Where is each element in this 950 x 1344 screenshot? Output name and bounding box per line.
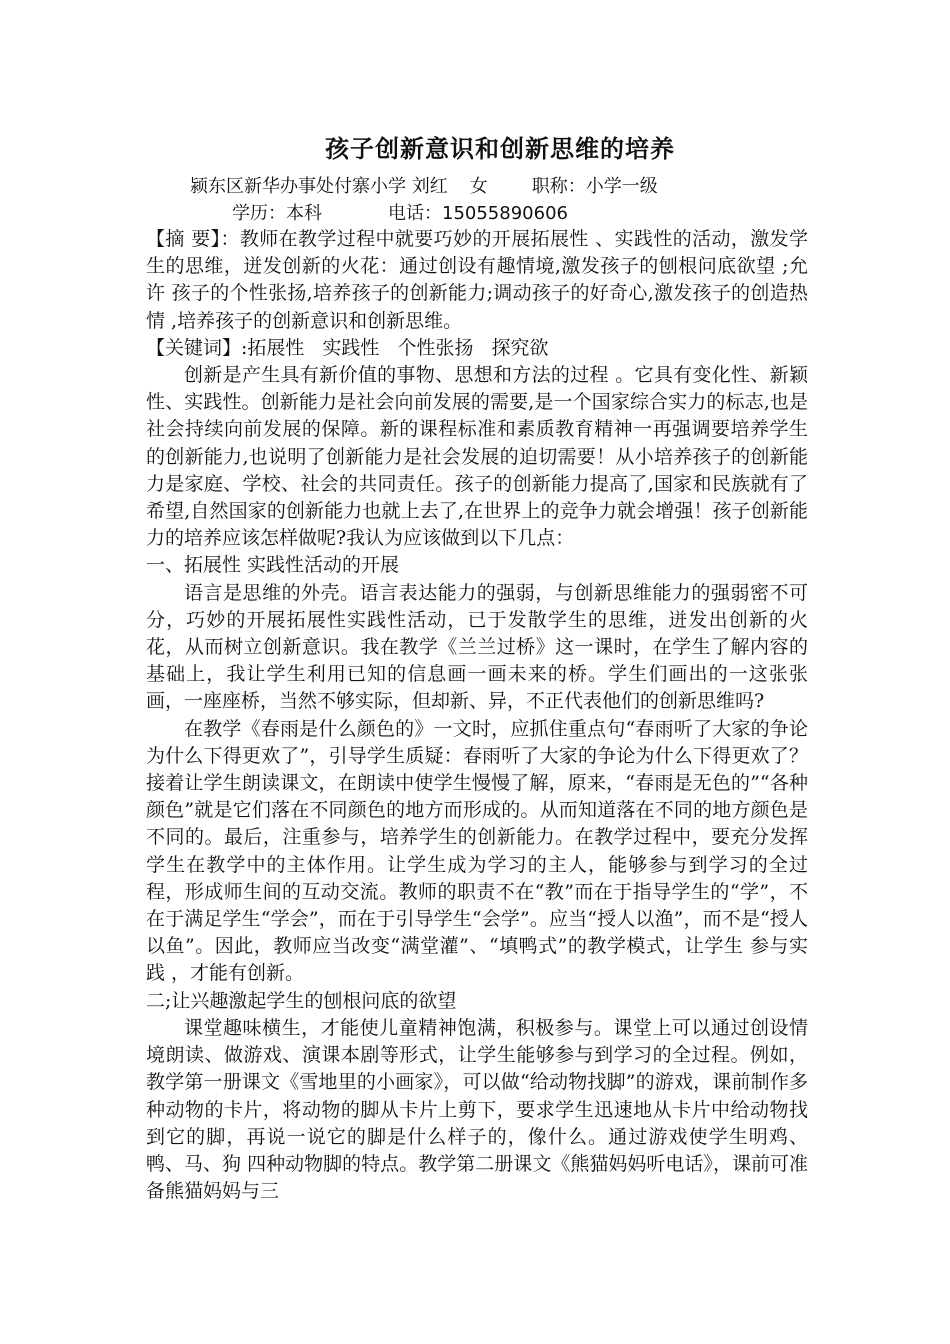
author-rank: 职称：小学一级: [531, 176, 658, 197]
paragraph: 课堂趣味横生，才能使儿童精神饱满，积极参与。课堂上可以通过创设情境朗读、做游戏、演课本剧等形式，让学生能够参与到学习的全过程。例如，教学第一册课文《雪地里的小画家》，可以做“给动物找脚”的游戏，课前制作多种动物的卡片，将动物的脚从卡片上剪下，要求学生迅速地从卡片中给动物找到它的脚，再说一说它的脚是什么样子的，像什么。通过游戏使学生明鸡、鸭、马、狗 四种动物脚的特点。教学第二册课文《熊猫妈妈听电话》，课前可准备熊猫妈妈与三: [146, 1016, 808, 1203]
author-affiliation: 颍东区新华办事处付寨小学 刘红: [190, 176, 448, 197]
contact-line: [232, 201, 568, 227]
keyword: 探究欲: [491, 336, 549, 359]
keyword: 实践性: [322, 336, 380, 359]
phone-label: 电话：: [388, 203, 442, 224]
keyword: :拓展性: [241, 336, 305, 359]
abstract-label: 【摘 要】: [146, 228, 221, 250]
paragraph: 在教学《春雨是什么颜色的》一文时，应抓住重点句“春雨听了大家的争论为什么下得更欢了”，引导学生质疑：春雨听了大家的争论为什么下得更欢了？接着让学生朗读课文，在朗读中使学生慢慢了解，原来，“春雨是无色的”“各种颜色”就是它们落在不同颜色的地方而形成的。从而知道落在不同的地方颜色是不同的。最后，注重参与，培养学生的创新能力。在教学过程中，要充分发挥学生在教学中的主体作用。让学生成为学习的主人，能够参与到学习的全过程，形成师生间的互动交流。教师的职责不在“教”而在于指导学生的“学”，不在于满足学生“学会”，而在于引导学生“会学”。应当“授人以渔”，而不是“授人以鱼”。因此，教师应当改变“满堂灌”、“填鸭式”的教学模式，让学生 参与实践 ，才能有创新。: [146, 717, 808, 985]
author-gender: 女: [469, 176, 488, 197]
section-heading-2: 二;让兴趣激起学生的刨根问底的欲望: [146, 989, 457, 1012]
document-title: 孩子创新意识和创新思维的培养: [325, 135, 675, 163]
keyword: 个性张扬: [397, 336, 474, 359]
section-heading-1: 一、拓展性 实践性活动的开展: [146, 554, 400, 577]
abstract: [146, 226, 808, 335]
abstract-text: ：教师在教学过程中就要巧妙的开展拓展性 、实践性的活动，激发学生的思维，迸发创新的火花：通过创设有趣情境,激发孩子的刨根问底欲望 ;允许 孩子的个性张扬,培养孩子的创新能力;调动孩子的好奇心,激发孩子的创造热情 ,培养孩子的创新意识和创新思维。: [146, 228, 809, 332]
phone-number: 15055890606: [442, 203, 568, 224]
keywords: [146, 335, 808, 362]
author-line: [190, 174, 658, 200]
document-body: [146, 226, 808, 1205]
keywords-label: 【关键词】: [146, 336, 242, 359]
paragraph-intro: 创新是产生具有新价值的事物、思想和方法的过程 。它具有变化性、新颖性、实践性。创新能力是社会向前发展的需要,是一个国家综合实力的标志,也是社会持续向前发展的保障。新的课程标准和素质教育精神一再强调要培养学生的创新能力,也说明了创新能力是社会发展的迫切需要！从小培养孩子的创新能力是家庭、学校、社会的共同责任。孩子的创新能力提高了,国家和民族就有了希望,自然国家的创新能力也就上去了,在世界上的竞争力就会增强！孩子创新能力的培养应该怎样做呢?我认为应该做到以下几点：: [146, 364, 808, 550]
paragraph: 语言是思维的外壳。语言表达能力的强弱，与创新思维能力的强弱密不可分，巧妙的开展拓展性实践性活动，已于发散学生的思维，迸发出创新的火花，从而树立创新意识。我在教学《兰兰过桥》这一课时，在学生了解内容的基础上，我让学生利用已知的信息画一画未来的桥。学生们画出的一这张张画，一座座桥，当然不够实际，但却新、异，不正代表他们的创新思维吗?: [146, 581, 808, 713]
education: 学历：本科: [232, 203, 322, 224]
